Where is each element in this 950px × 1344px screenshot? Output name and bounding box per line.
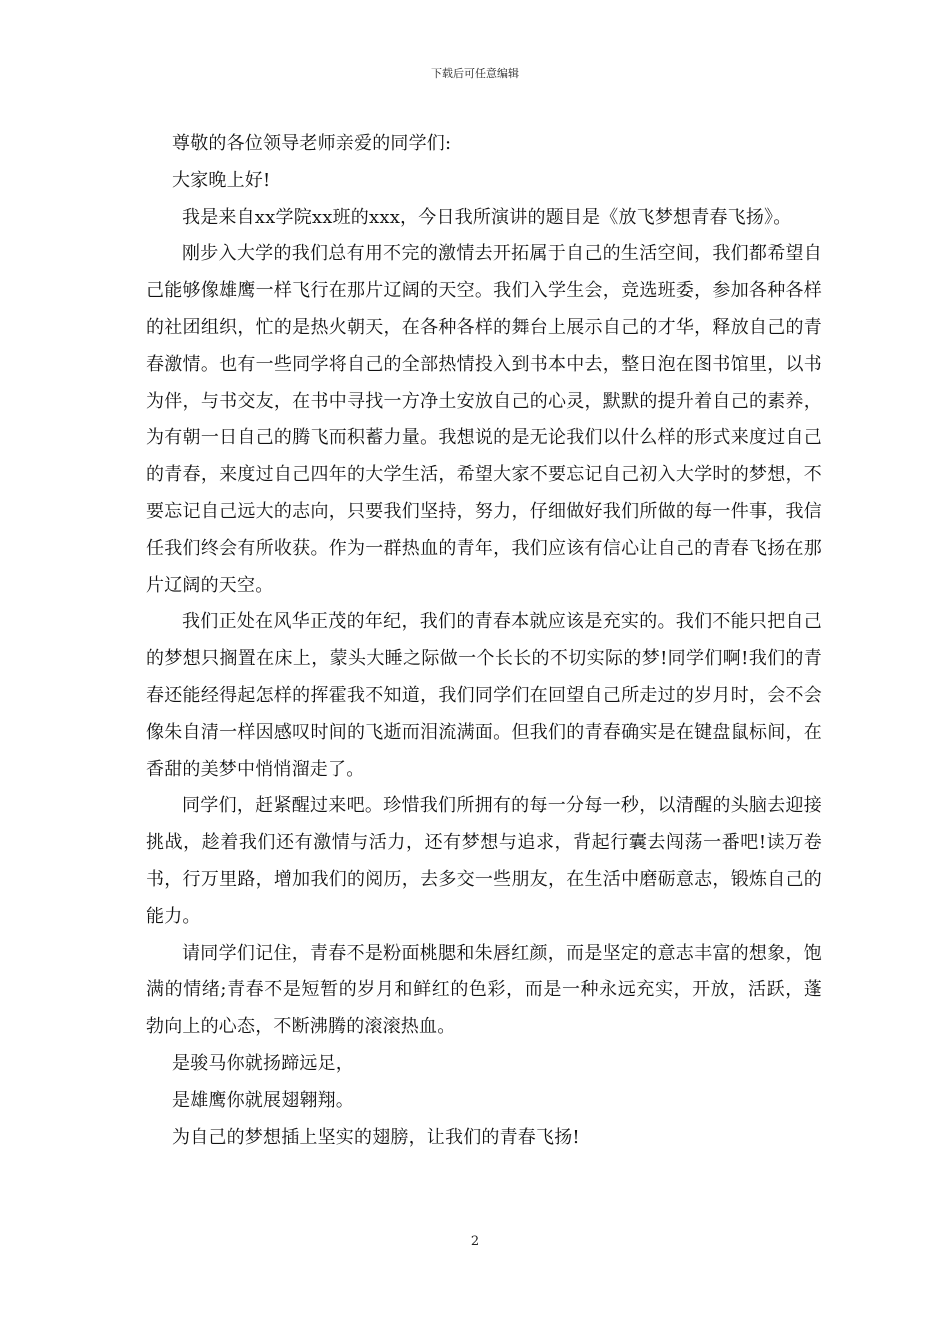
speech-body	[146, 126, 822, 1156]
closing-line: 为自己的梦想插上坚实的翅膀，让我们的青春飞扬!	[172, 1126, 580, 1148]
body-paragraph-1: 刚步入大学的我们总有用不完的激情去开拓属于自己的生活空间，我们都希望自己能够像雄鹰一样飞行在那片辽阔的天空。我们入学生会，竞选班委，参加各种各样的社团组织，忙的是热火朝天，在各种各样的舞台上展示自己的才华，释放自己的青春激情。也有一些同学将自己的全部热情投入到书本中去，整日泡在图书馆里，以书为伴，与书交友，在书中寻找一方净土安放自己的心灵，默默的提升着自己的素养，为有朝一日自己的腾飞而积蓄力量。我想说的是无论我们以什么样的形式来度过自己的青春，来度过自己四年的大学生活，希望大家不要忘记自己初入大学时的梦想，不要忘记自己远大的志向，只要我们坚持，努力，仔细做好我们所做的每一件事，我信任我们终会有所收获。作为一群热血的青年，我们应该有信心让自己的青春飞扬在那片辽阔的天空。	[146, 243, 822, 596]
page-header: 下载后可任意编辑	[431, 67, 519, 80]
salutation-line: 尊敬的各位领导老师亲爱的同学们:	[172, 133, 452, 154]
body-paragraph-3: 同学们，赶紧醒过来吧。珍惜我们所拥有的每一分每一秒，以清醒的头脑去迎接挑战，趁着我们还有激情与活力，还有梦想与追求，背起行囊去闯荡一番吧!读万卷书，行万里路，增加我们的阅历，去多交一些朋友，在生活中磨砺意志，锻炼自己的能力。	[146, 795, 822, 927]
intro-paragraph: 我是来自xx学院xx班的xxx，今日我所演讲的题目是《放飞梦想青春飞扬》。	[182, 206, 792, 228]
greeting-line: 大家晚上好!	[172, 169, 271, 191]
body-paragraph-2: 我们正处在风华正茂的年纪，我们的青春本就应该是充实的。我们不能只把自己的梦想只搁置在床上，蒙头大睡之际做一个长长的不切实际的梦!同学们啊!我们的青春还能经得起怎样的挥霍我不知道，我们同学们在回望自己所走过的岁月时，会不会像朱自清一样因感叹时间的飞逝而泪流满面。但我们的青春确实是在键盘鼠标间，在香甜的美梦中悄悄溜走了。	[146, 611, 822, 780]
page-number: 2	[470, 1234, 480, 1249]
verse-line-2: 是雄鹰你就展翅翱翔。	[172, 1089, 354, 1111]
verse-line-1: 是骏马你就扬蹄远足，	[172, 1052, 354, 1074]
body-paragraph-4: 请同学们记住，青春不是粉面桃腮和朱唇红颜，而是坚定的意志丰富的想象，饱满的情绪;青春不是短暂的岁月和鲜红的色彩，而是一种永远充实，开放，活跃，蓬勃向上的心态，不断沸腾的滚滚热血。	[146, 942, 822, 1038]
